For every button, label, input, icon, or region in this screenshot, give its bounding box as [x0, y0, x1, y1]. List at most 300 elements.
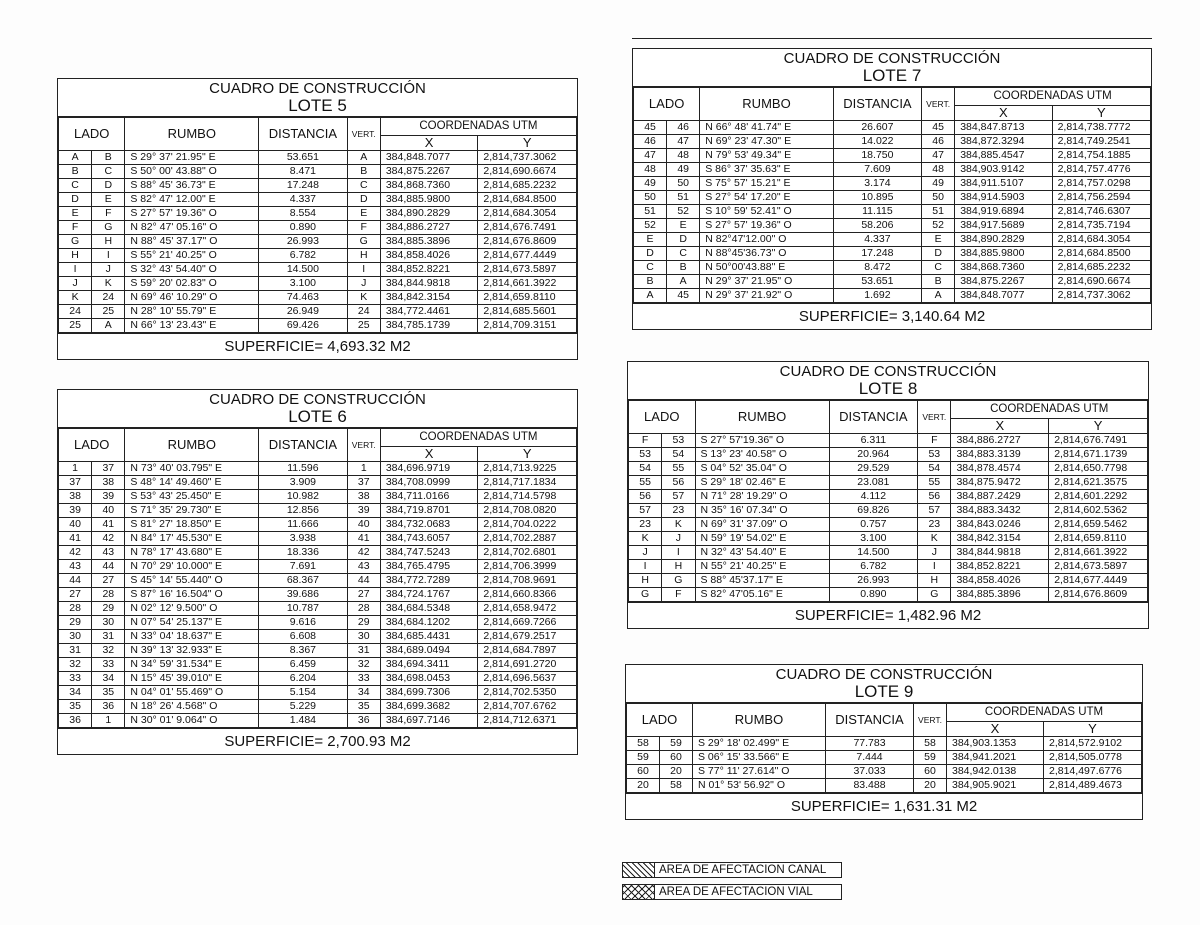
- table-row: [59, 206, 577, 220]
- table-cell: 2,814,707.6762: [478, 699, 577, 713]
- table-cell: 53.651: [259, 150, 348, 164]
- table-row: [629, 489, 1148, 503]
- superficie: SUPERFICIE= 1,482.96 M2: [628, 602, 1148, 628]
- table-row: [59, 178, 577, 192]
- table-cell: 24: [347, 304, 380, 318]
- table-cell: S 86° 37' 35.63" E: [700, 162, 834, 176]
- table-cell: 48: [667, 148, 700, 162]
- table-cell: 384,875.2267: [955, 274, 1052, 288]
- table-cell: 38: [59, 489, 92, 503]
- table-cell: C: [667, 246, 700, 260]
- table-row: [629, 461, 1148, 475]
- table-cell: 384,885.9800: [380, 192, 478, 206]
- table-cell: N 82° 47' 05.16" O: [125, 220, 259, 234]
- table-cell: 384,847.8713: [955, 120, 1052, 134]
- table-cell: 52: [922, 218, 955, 232]
- table-cell: A: [667, 274, 700, 288]
- table-cell: 384,858.4026: [380, 248, 478, 262]
- col-distancia: DISTANCIA: [833, 87, 921, 120]
- table-cell: 384,765.4795: [380, 559, 478, 573]
- cuadro-title: CUADRO DE CONSTRUCCIÓN: [779, 363, 997, 380]
- table-cell: 29: [59, 615, 92, 629]
- table-cell: I: [629, 559, 662, 573]
- superficie: SUPERFICIE= 1,631.31 M2: [626, 793, 1142, 819]
- table-cell: 3.174: [833, 176, 921, 190]
- table-cell: 39.686: [259, 587, 348, 601]
- table-cell: C: [922, 260, 955, 274]
- table-cell: 50: [922, 190, 955, 204]
- table-row: [629, 573, 1148, 587]
- table-row: [59, 671, 577, 685]
- col-rumbo: RUMBO: [125, 117, 259, 150]
- table-lote-8: [627, 361, 1149, 629]
- table-cell: H: [92, 234, 125, 248]
- table-cell: F: [918, 433, 951, 447]
- table-row: [629, 503, 1148, 517]
- table-cell: E: [667, 218, 700, 232]
- lote-name: LOTE 9: [854, 681, 914, 701]
- table-cell: 48: [922, 162, 955, 176]
- table-cell: 26.993: [829, 573, 918, 587]
- table-cell: 2,814,690.6674: [478, 164, 577, 178]
- table-cell: 31: [59, 643, 92, 657]
- table-cell: 29: [92, 601, 125, 615]
- table-cell: N 69° 31' 37.09" O: [695, 517, 829, 531]
- table-cell: D: [634, 246, 667, 260]
- table-cell: B: [347, 164, 380, 178]
- table-row: [59, 489, 577, 503]
- table-cell: I: [59, 262, 92, 276]
- table-cell: 27: [59, 587, 92, 601]
- table-cell: B: [667, 260, 700, 274]
- table-cell: 2,814,717.1834: [478, 475, 577, 489]
- table-cell: 2,814,712.6371: [478, 713, 577, 727]
- table-cell: 384,724.1767: [380, 587, 478, 601]
- table-cell: 44: [92, 559, 125, 573]
- table-row: [627, 736, 1142, 750]
- table-cell: 46: [922, 134, 955, 148]
- block-title: [58, 79, 577, 117]
- table-cell: 23: [918, 517, 951, 531]
- table-cell: 0.890: [829, 587, 918, 601]
- table-cell: 33: [92, 657, 125, 671]
- table-cell: 384,905.9021: [947, 778, 1044, 792]
- table-row: [627, 778, 1142, 792]
- table-cell: 37.033: [826, 764, 914, 778]
- table-cell: 2,814,676.8609: [478, 234, 577, 248]
- table-cell: 2,814,676.7491: [1049, 433, 1148, 447]
- table-cell: 8.472: [833, 260, 921, 274]
- construction-table: [58, 428, 577, 728]
- table-row: [59, 559, 577, 573]
- table-cell: 384,890.2829: [380, 206, 478, 220]
- table-cell: 2,814,677.4449: [478, 248, 577, 262]
- table-cell: 2,814,685.5601: [478, 304, 577, 318]
- table-row: [59, 475, 577, 489]
- table-cell: S 82° 47' 12.00" E: [125, 192, 259, 206]
- table-cell: 2,814,708.0820: [478, 503, 577, 517]
- table-cell: G: [92, 220, 125, 234]
- table-cell: 6.311: [829, 433, 918, 447]
- table-cell: 38: [347, 489, 380, 503]
- table-cell: 53: [918, 447, 951, 461]
- table-cell: 33: [347, 671, 380, 685]
- table-cell: A: [59, 150, 92, 164]
- table-cell: 384,711.0166: [380, 489, 478, 503]
- table-cell: N 70° 29' 10.000" E: [125, 559, 259, 573]
- table-cell: J: [918, 545, 951, 559]
- table-cell: 3.100: [259, 276, 348, 290]
- table-cell: 49: [922, 176, 955, 190]
- table-cell: 384,844.9818: [380, 276, 478, 290]
- table-row: [59, 220, 577, 234]
- table-cell: S 88° 45'37.17" E: [695, 573, 829, 587]
- cuadro-title: CUADRO DE CONSTRUCCIÓN: [209, 391, 426, 408]
- table-cell: N 02° 12' 9.500" O: [125, 601, 259, 615]
- col-coordenadas: COORDENADAS UTM: [380, 428, 576, 446]
- table-cell: 55: [629, 475, 662, 489]
- table-cell: 45: [667, 288, 700, 302]
- table-cell: 1.692: [833, 288, 921, 302]
- table-lote-5: [57, 78, 578, 360]
- table-cell: S 48° 14' 49.460" E: [125, 475, 259, 489]
- table-cell: N 33° 04' 18.637" E: [125, 629, 259, 643]
- table-cell: 49: [667, 162, 700, 176]
- table-cell: 2,814,684.3054: [478, 206, 577, 220]
- table-cell: 57: [662, 489, 695, 503]
- table-cell: 4.112: [829, 489, 918, 503]
- table-row: [59, 573, 577, 587]
- table-row: [627, 764, 1142, 778]
- table-cell: 384,697.7146: [380, 713, 478, 727]
- table-cell: 39: [92, 489, 125, 503]
- table-cell: 384,848.7077: [955, 288, 1052, 302]
- table-cell: 14.500: [259, 262, 348, 276]
- table-lote-9: [625, 664, 1143, 820]
- table-row: [59, 150, 577, 164]
- table-cell: 384,844.9818: [951, 545, 1049, 559]
- table-cell: 51: [667, 190, 700, 204]
- table-cell: 384,732.0683: [380, 517, 478, 531]
- col-coordenadas: COORDENADAS UTM: [947, 703, 1142, 721]
- legend-vial: [622, 884, 842, 900]
- col-rumbo: RUMBO: [695, 400, 829, 433]
- table-cell: N 15° 45' 39.010" E: [125, 671, 259, 685]
- table-cell: S 50° 00' 43.88" O: [125, 164, 259, 178]
- table-cell: 7.609: [833, 162, 921, 176]
- table-cell: K: [92, 276, 125, 290]
- table-cell: 6.782: [829, 559, 918, 573]
- table-cell: 23: [629, 517, 662, 531]
- table-row: [634, 274, 1151, 288]
- table-row: [59, 304, 577, 318]
- table-row: [634, 288, 1151, 302]
- table-cell: 2,814,679.2517: [478, 629, 577, 643]
- table-cell: 2,814,696.5637: [478, 671, 577, 685]
- table-cell: 17.248: [259, 178, 348, 192]
- table-cell: 30: [347, 629, 380, 643]
- table-cell: G: [59, 234, 92, 248]
- table-cell: 53.651: [833, 274, 921, 288]
- table-cell: 69.826: [829, 503, 918, 517]
- table-cell: 2,814,572.9102: [1044, 736, 1142, 750]
- table-cell: 14.500: [829, 545, 918, 559]
- col-x: X: [951, 418, 1049, 433]
- table-cell: 5.229: [259, 699, 348, 713]
- table-cell: S 29° 18' 02.499" E: [693, 736, 826, 750]
- table-cell: 384,886.2727: [951, 433, 1049, 447]
- table-cell: 77.783: [826, 736, 914, 750]
- table-cell: 18.336: [259, 545, 348, 559]
- table-cell: 384,848.7077: [380, 150, 478, 164]
- table-cell: S 27° 57' 19.36" O: [700, 218, 834, 232]
- table-cell: 11.666: [259, 517, 348, 531]
- table-cell: E: [634, 232, 667, 246]
- table-cell: 41: [59, 531, 92, 545]
- table-cell: 32: [347, 657, 380, 671]
- table-row: [59, 234, 577, 248]
- col-lado: LADO: [627, 703, 693, 736]
- table-cell: 36: [92, 699, 125, 713]
- table-cell: 37: [59, 475, 92, 489]
- table-cell: 2,814,756.2594: [1052, 190, 1150, 204]
- table-cell: 27: [347, 587, 380, 601]
- table-cell: S 55° 21' 40.25" O: [125, 248, 259, 262]
- table-row: [59, 248, 577, 262]
- table-cell: 51: [922, 204, 955, 218]
- table-cell: 384,885.3896: [951, 587, 1049, 601]
- table-cell: 384,868.7360: [955, 260, 1052, 274]
- table-cell: 384,719.8701: [380, 503, 478, 517]
- table-cell: G: [347, 234, 380, 248]
- table-cell: D: [922, 246, 955, 260]
- table-cell: S 59° 20' 02.83" O: [125, 276, 259, 290]
- table-cell: 384,684.5348: [380, 601, 478, 615]
- table-cell: 48: [634, 162, 667, 176]
- construction-table: [58, 117, 577, 333]
- table-cell: H: [629, 573, 662, 587]
- table-cell: 42: [347, 545, 380, 559]
- table-cell: 384,885.3896: [380, 234, 478, 248]
- table-cell: 52: [634, 218, 667, 232]
- block-title: [58, 390, 577, 428]
- table-cell: 384,875.2267: [380, 164, 478, 178]
- table-cell: 26.993: [259, 234, 348, 248]
- table-row: [59, 517, 577, 531]
- table-cell: N 78° 17' 43.680" E: [125, 545, 259, 559]
- table-cell: S 27° 54' 17.20" E: [700, 190, 834, 204]
- table-cell: 2,814,676.8609: [1049, 587, 1148, 601]
- superficie: SUPERFICIE= 3,140.64 M2: [633, 303, 1151, 329]
- table-cell: 384,890.2829: [955, 232, 1052, 246]
- table-cell: 7.444: [826, 750, 914, 764]
- table-cell: 2,814,702.5350: [478, 685, 577, 699]
- canal-hatch-swatch: [623, 863, 655, 877]
- table-cell: 59: [914, 750, 947, 764]
- table-cell: 1.484: [259, 713, 348, 727]
- table-cell: N 55° 21' 40.25" E: [695, 559, 829, 573]
- table-cell: 54: [629, 461, 662, 475]
- table-cell: 2,814,749.2541: [1052, 134, 1150, 148]
- table-cell: 2,814,650.7798: [1049, 461, 1148, 475]
- table-cell: A: [634, 288, 667, 302]
- table-cell: N 34° 59' 31.534" E: [125, 657, 259, 671]
- table-cell: J: [662, 531, 695, 545]
- table-cell: 384,684.1202: [380, 615, 478, 629]
- superficie: SUPERFICIE= 4,693.32 M2: [58, 333, 577, 359]
- table-cell: 40: [347, 517, 380, 531]
- table-cell: 50: [667, 176, 700, 190]
- table-cell: 37: [347, 475, 380, 489]
- table-cell: 2,814,661.3922: [1049, 545, 1148, 559]
- table-cell: 40: [59, 517, 92, 531]
- table-cell: 6.459: [259, 657, 348, 671]
- col-vert: VERT.: [347, 117, 380, 150]
- table-cell: 2,814,704.0222: [478, 517, 577, 531]
- table-cell: B: [634, 274, 667, 288]
- table-cell: 384,696.9719: [380, 461, 478, 475]
- col-x: X: [380, 446, 478, 461]
- table-cell: 47: [667, 134, 700, 148]
- table-cell: 3.100: [829, 531, 918, 545]
- table-cell: 54: [662, 447, 695, 461]
- table-cell: 384,911.5107: [955, 176, 1052, 190]
- table-cell: 384,919.6894: [955, 204, 1052, 218]
- table-cell: J: [92, 262, 125, 276]
- table-cell: 2,814,738.7772: [1052, 120, 1150, 134]
- table-cell: 2,814,746.6307: [1052, 204, 1150, 218]
- table-cell: B: [922, 274, 955, 288]
- table-cell: C: [347, 178, 380, 192]
- block-title: [633, 49, 1151, 87]
- lote-name: LOTE 8: [858, 378, 918, 398]
- table-cell: N 28° 10' 55.79" E: [125, 304, 259, 318]
- table-cell: N 07° 54' 25.137" E: [125, 615, 259, 629]
- table-row: [59, 461, 577, 475]
- table-cell: 43: [59, 559, 92, 573]
- table-cell: 57: [918, 503, 951, 517]
- table-cell: N 39° 13' 32.933" E: [125, 643, 259, 657]
- table-cell: 2,814,737.3062: [1052, 288, 1150, 302]
- table-cell: H: [59, 248, 92, 262]
- table-row: [629, 433, 1148, 447]
- table-cell: 31: [92, 629, 125, 643]
- table-cell: 18.750: [833, 148, 921, 162]
- table-row: [634, 246, 1151, 260]
- table-cell: 55: [662, 461, 695, 475]
- table-cell: 49: [634, 176, 667, 190]
- table-row: [634, 232, 1151, 246]
- table-cell: A: [347, 150, 380, 164]
- table-row: [59, 601, 577, 615]
- table-row: [634, 134, 1151, 148]
- table-cell: D: [59, 192, 92, 206]
- table-cell: 26.607: [833, 120, 921, 134]
- table-row: [627, 750, 1142, 764]
- table-cell: N 84° 17' 45.530" E: [125, 531, 259, 545]
- table-cell: 9.616: [259, 615, 348, 629]
- table-cell: 4.337: [259, 192, 348, 206]
- table-cell: N 35° 16' 07.34" O: [695, 503, 829, 517]
- table-cell: 384,843.0246: [951, 517, 1049, 531]
- col-coordenadas: COORDENADAS UTM: [380, 117, 576, 135]
- table-cell: 10.895: [833, 190, 921, 204]
- table-cell: 57: [629, 503, 662, 517]
- table-cell: 69.426: [259, 318, 348, 332]
- table-cell: S 27° 57'19.36" O: [695, 433, 829, 447]
- table-row: [59, 318, 577, 332]
- table-row: [59, 685, 577, 699]
- table-cell: N 66° 48' 41.74" E: [700, 120, 834, 134]
- table-row: [634, 190, 1151, 204]
- table-cell: F: [92, 206, 125, 220]
- table-cell: 43: [92, 545, 125, 559]
- col-x: X: [380, 135, 478, 150]
- table-cell: 2,814,660.8366: [478, 587, 577, 601]
- table-cell: 2,814,754.1885: [1052, 148, 1150, 162]
- table-cell: 6.782: [259, 248, 348, 262]
- table-cell: 8.554: [259, 206, 348, 220]
- table-cell: 2,814,659.5462: [1049, 517, 1148, 531]
- table-row: [629, 559, 1148, 573]
- table-cell: 23: [662, 503, 695, 517]
- table-cell: N 88° 45' 37.17" O: [125, 234, 259, 248]
- col-rumbo: RUMBO: [700, 87, 834, 120]
- table-cell: 34: [347, 685, 380, 699]
- table-row: [629, 517, 1148, 531]
- table-cell: D: [92, 178, 125, 192]
- table-cell: 2,814,659.8110: [1049, 531, 1148, 545]
- table-cell: 44: [59, 573, 92, 587]
- table-cell: 43: [347, 559, 380, 573]
- lote-name: LOTE 5: [288, 95, 347, 115]
- table-cell: N 50°00'43.88" E: [700, 260, 834, 274]
- table-cell: 2,814,661.3922: [478, 276, 577, 290]
- table-cell: 30: [92, 615, 125, 629]
- table-cell: 29: [347, 615, 380, 629]
- construction-table: [626, 703, 1142, 793]
- table-cell: 28: [347, 601, 380, 615]
- table-cell: 11.115: [833, 204, 921, 218]
- table-cell: 3.938: [259, 531, 348, 545]
- table-row: [629, 447, 1148, 461]
- table-row: [59, 276, 577, 290]
- table-cell: H: [918, 573, 951, 587]
- col-coordenadas: COORDENADAS UTM: [951, 400, 1148, 418]
- cuadro-title: CUADRO DE CONSTRUCCIÓN: [783, 50, 1001, 67]
- col-distancia: DISTANCIA: [829, 400, 918, 433]
- table-cell: 384,883.3139: [951, 447, 1049, 461]
- col-x: X: [955, 105, 1052, 120]
- table-cell: 45: [922, 120, 955, 134]
- table-cell: F: [59, 220, 92, 234]
- table-cell: 2,814,737.3062: [478, 150, 577, 164]
- construction-table: [628, 400, 1148, 602]
- table-cell: 58.206: [833, 218, 921, 232]
- table-cell: 12.856: [259, 503, 348, 517]
- table-cell: 46: [634, 134, 667, 148]
- table-cell: 2,814,735.7194: [1052, 218, 1150, 232]
- table-cell: J: [629, 545, 662, 559]
- table-cell: 37: [92, 461, 125, 475]
- table-cell: J: [347, 276, 380, 290]
- col-distancia: DISTANCIA: [259, 428, 348, 461]
- table-cell: S 71° 35' 29.730" E: [125, 503, 259, 517]
- table-row: [59, 629, 577, 643]
- table-cell: 2,814,706.3999: [478, 559, 577, 573]
- table-cell: A: [922, 288, 955, 302]
- lote-name: LOTE 6: [288, 406, 347, 426]
